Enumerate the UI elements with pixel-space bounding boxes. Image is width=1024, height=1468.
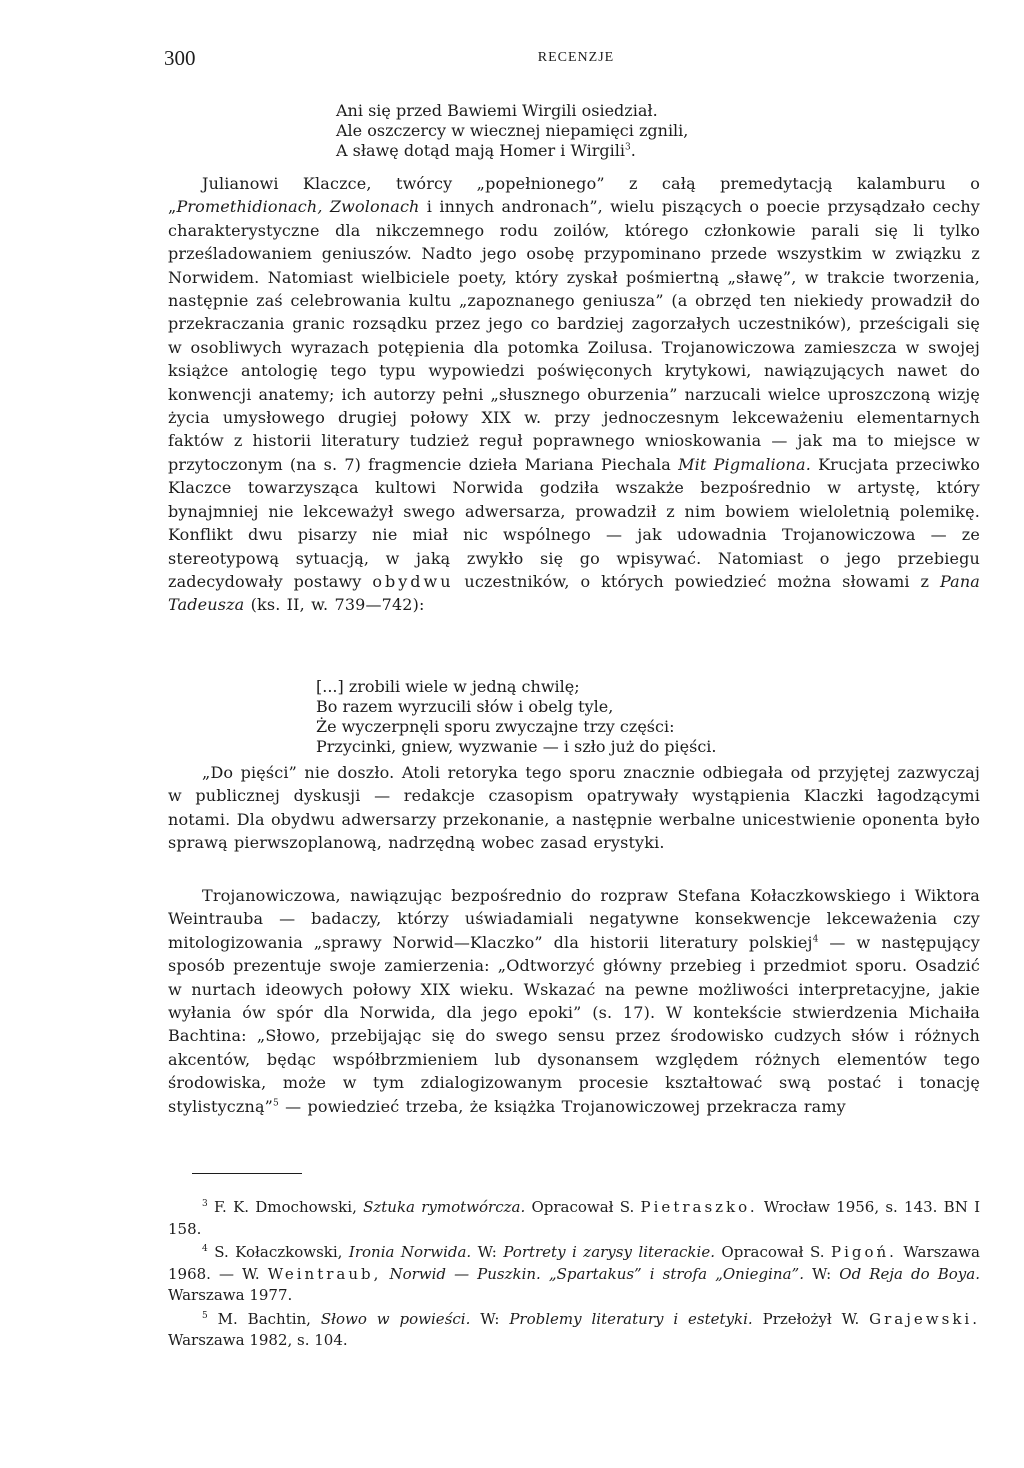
footnote-ref: 4 xyxy=(812,934,819,945)
footnote-divider xyxy=(192,1173,302,1174)
footnote-ref: 3 xyxy=(624,142,631,153)
verse-line: Ani się przed Bawiemi Wirgili osiedział. xyxy=(336,101,658,120)
verse-quote-2 xyxy=(316,677,717,757)
page-header xyxy=(164,46,988,76)
footnote-3: $^3$ F. K. Dmochowski, Sztuka rymotwórcza. Opracował S. Pietraszko. Wrocław 1956, s. 143. BN I 158. xyxy=(168,1198,980,1238)
running-title: RECENZJE xyxy=(537,50,615,65)
verse-quote-1 xyxy=(336,101,688,161)
paragraph-3: Trojanowiczowa, nawiązując bezpośrednio do rozpraw Stefana Kołaczkowskiego i Wiktora Weintrauba — badaczy, którzy uświadamiali negatywne konsekwencje lekceważenia czy mitologizowania „sprawy Norwid—Klaczko” dla historii literatury polskiej$^4$ — w następujący sposób prezentuje swoje zamierzenia: „Odtworzyć główny przebieg i przedmiot sporu. Osadzić w nurtach ideowych połowy XIX wieku. Wskazać na pewne możliwości interpretacyjne, jakie wyłania ów spór dla Norwida, dla jego epoki” (s. 17). W kontekście stwierdzenia Michaiła Bachtina: „Słowo, przebijając się do swego sensu przez środowisko cudzych słów i różnych akcentów, będąc współbrzmieniem lub dysonansem względem różnych elementów tego środowiska, może w tym zdialogizowanym procesie kształtować swą postać i tonację stylistyczną”$^5$ — powiedzieć trzeba, że książka Trojanowiczowej przekracza ramy xyxy=(168,886,980,1116)
book-page xyxy=(164,0,988,1468)
italic-title: Promethidionach, Zwolonach xyxy=(176,197,420,217)
verse-line: [...] zrobili wiele w jedną chwilę; xyxy=(316,677,580,696)
italic-title: Mit Pigmaliona. xyxy=(678,454,811,474)
paragraph-2: „Do pięści” nie doszło. Atoli retoryka tego sporu znacznie odbiegała od przyjętej zazwyczaj w publicznej dyskusji — redakcje czasopism opatrywały wystąpienia Klaczki łagodzącymi notami. Dla obydwu adwersarzy przekonanie, a następnie werbalne unicestwienie oponenta było sprawą pierwszoplanową, nadrzędną wobec zasad erystyki. xyxy=(168,763,980,853)
verse-line: Ale oszczercy w wiecznej niepamięci zgnili, xyxy=(336,121,689,140)
footnotes xyxy=(168,1197,980,1354)
footnote-5: $^5$ M. Bachtin, Słowo w powieści. W: Problemy literatury i estetyki. Przełożył W. Grajewski. Warszawa 1982, s. 104. xyxy=(168,1309,980,1349)
footnote-ref: 5 xyxy=(272,1098,279,1109)
verse-line: Przycinki, gniew, wyzwanie — i szło już do pięści. xyxy=(316,737,717,756)
spaced-emphasis: obydwu xyxy=(372,571,454,591)
paragraph-1: Julianowi Klaczce, twórcy „popełnionego” z całą premedytacją kalamburu o „Promethidionach, Zwolonach i innych andronach”, wielu piszących o poecie przysądzało cechy charakterystyczne dla nikczemnego rodu zoilów, którego członkowie parali się li tylko prześladowaniem geniuszów. Nadto jego osobę przypominano przede wszystkim w związku z Norwidem. Natomiast wielbiciele poety, który zyskał pośmiertną „sławę”, w trakcie tworzenia, następnie zaś celebrowania kultu „zapoznanego geniusza” (a obrzęd ten niekiedy prowadził do przekraczania granic rozsądku przez jego co bardziej zagorzałych uczestników), prześcigali się w osobliwych wyrazach potępienia dla potomka Zoilusa. Trojanowiczowa zamieszcza w swojej książce antologię tego typu wypowiedzi poświęconych krytykowi, nawiązujących nawet do konwencji anatemy; ich autorzy pełni „słusznego oburzenia” narzucali wielce uproszczoną wizję życia umysłowego drugiej połowy XIX w. przy jednoczesnym lekceważeniu elementarnych faktów z historii literatury tudzież reguł poprawnego wnioskowania — jak ma to miejsce w przytoczonym (na s. 7) fragmencie dzieła Mariana Piechala Mit Pigmaliona. Krucjata przeciwko Klaczce towarzysząca kultowi Norwida godziła wszakże bezpośrednio w artystę, który bynajmniej nie lekceważył swego adwersarza, prowadził z nim bowiem wieloletnią polemikę. Konflikt dwu pisarzy nie miał nic wspólnego — jak udowadnia Trojanowiczowa — ze stereotypową sytuacją, w jaką zwykło się go wpisywać. Natomiast o jego przebiegu zadecydowały postawy obydwu uczestników, o których powiedzieć można słowami z Pana Tadeusza (ks. II, w. 739—742): xyxy=(168,174,980,615)
verse-line: A sławę dotąd mają Homer i Wirgili$^3$. xyxy=(336,141,636,160)
page-number: 300 xyxy=(164,46,196,70)
verse-line: Bo razem wyrzucili słów i obelg tyle, xyxy=(316,697,614,716)
footnote-4: $^4$ S. Kołaczkowski, Ironia Norwida. W: Portrety i zarysy literackie. Opracował S. Pigoń. Warszawa 1968. — W. Weintraub, Norwid — Puszkin. „Spartakus” i strofa „Oniegina”. W: Od Reja do Boya. Warszawa 1977. xyxy=(168,1243,980,1304)
verse-line: Że wyczerpnęli sporu zwyczajne trzy części: xyxy=(316,717,675,736)
italic-title: Pana Tadeusza xyxy=(168,571,980,615)
